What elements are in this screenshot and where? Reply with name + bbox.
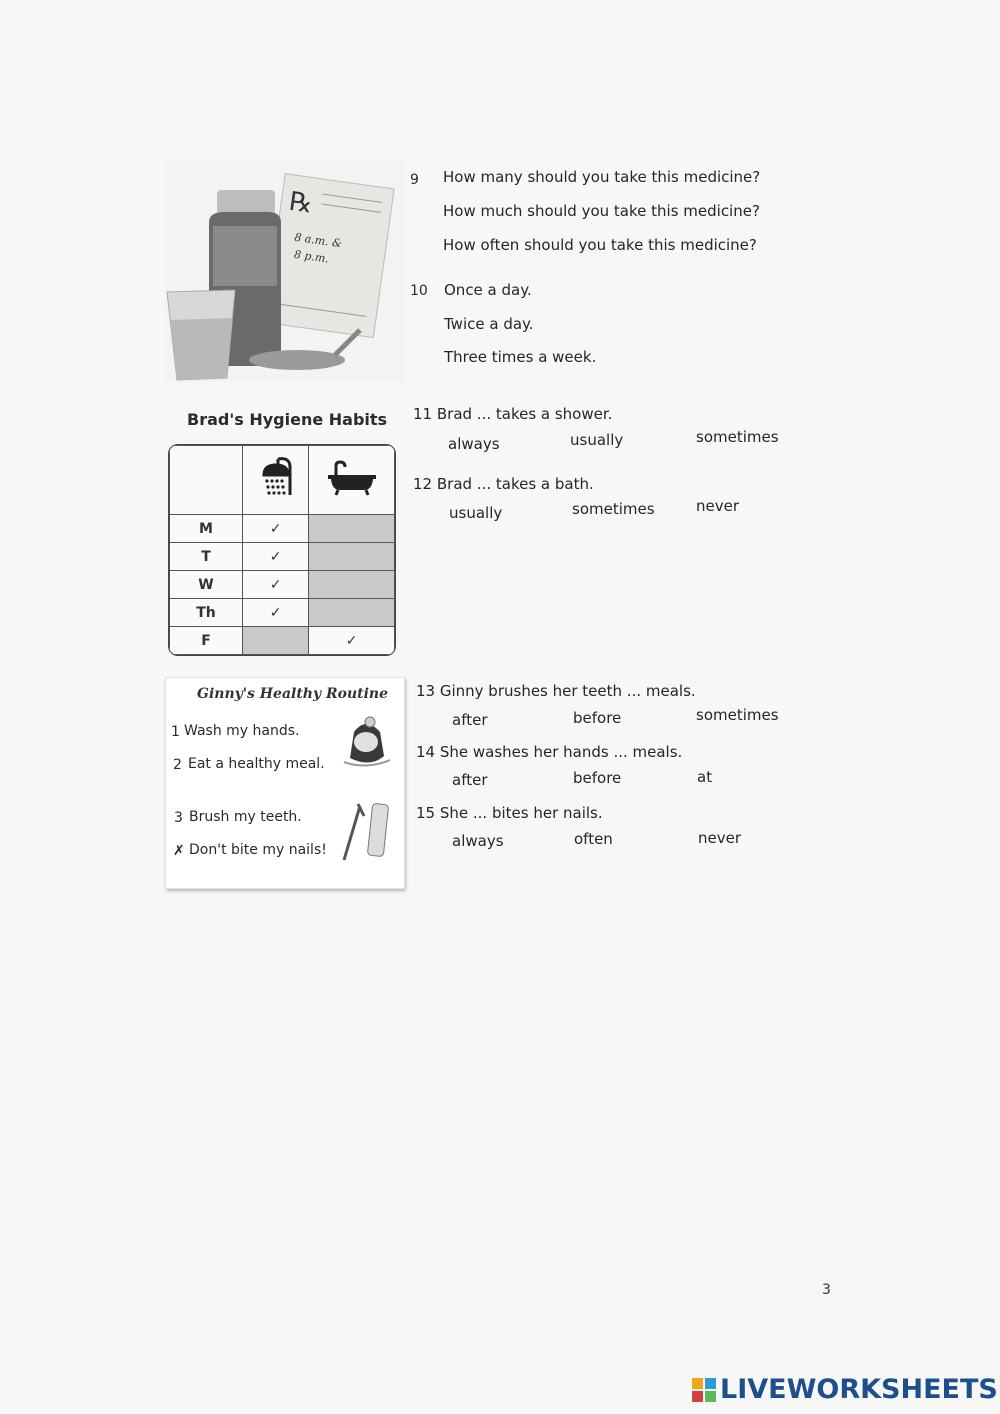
q15-option-3[interactable]: never: [698, 829, 742, 847]
ginny-item-mark: ✗: [173, 843, 185, 859]
q11-option-3[interactable]: sometimes: [696, 428, 779, 446]
table-row: [170, 515, 395, 543]
table-row: [170, 571, 395, 599]
rx-line-2: 8 p.m.: [293, 247, 330, 266]
q13-option-1[interactable]: after: [452, 711, 488, 729]
table-row: [170, 627, 395, 655]
shower-cell: [243, 627, 309, 655]
bath-cell: [309, 571, 395, 599]
bath-cell: ✓: [309, 627, 395, 655]
table-corner: [170, 446, 243, 515]
rx-line-1: 8 a.m. &: [293, 230, 343, 251]
shower-cell: ✓: [243, 543, 309, 571]
logo-icon: [692, 1378, 716, 1402]
q10-option-3: Three times a week.: [444, 348, 597, 366]
q12-option-3[interactable]: never: [696, 497, 740, 515]
q9-number: 9: [410, 172, 419, 188]
q13-option-2[interactable]: before: [573, 709, 622, 727]
q14-option-1[interactable]: after: [452, 771, 488, 789]
shower-cell: ✓: [243, 571, 309, 599]
bath-cell: [309, 599, 395, 627]
q15-option-1[interactable]: always: [452, 832, 504, 850]
page-number: 3: [822, 1282, 831, 1298]
shower-cell: ✓: [243, 515, 309, 543]
q10-option-2: Twice a day.: [444, 315, 534, 333]
bathtub-icon: [309, 446, 395, 515]
q12-option-2[interactable]: sometimes: [572, 500, 655, 518]
q11-option-2[interactable]: usually: [570, 431, 624, 449]
q11-option-1[interactable]: always: [448, 435, 500, 453]
medicine-illustration: [165, 160, 405, 382]
ginny-title: Ginny's Healthy Routine: [197, 686, 389, 702]
q9-option-3: How often should you take this medicine?: [443, 236, 757, 254]
ginny-item-text: Eat a healthy meal.: [188, 756, 325, 772]
ginny-item-mark: 1: [171, 724, 180, 740]
toothbrush-illustration: [340, 798, 392, 864]
q10-number: 10: [410, 283, 428, 299]
liveworksheets-logo: [692, 1374, 998, 1406]
logo-text: LIVEWORKSHEETS: [720, 1374, 998, 1405]
brad-title: Brad's Hygiene Habits: [187, 410, 388, 429]
q13-question: 13 Ginny brushes her teeth ... meals.: [416, 682, 696, 700]
day-cell: M: [170, 515, 243, 543]
q9-option-1: How many should you take this medicine?: [443, 168, 761, 186]
shower-icon: [243, 446, 309, 515]
ginny-item-text: Wash my hands.: [184, 723, 300, 739]
rx-symbol: ℞: [287, 186, 315, 220]
table-row: [170, 599, 395, 627]
day-cell: F: [170, 627, 243, 655]
q10-option-1: Once a day.: [444, 281, 532, 299]
brad-habits-table: [168, 444, 396, 656]
ginny-item-text: Don't bite my nails!: [189, 842, 327, 858]
shower-cell: ✓: [243, 599, 309, 627]
table-row: [170, 543, 395, 571]
q15-question: 15 She ... bites her nails.: [416, 804, 603, 822]
q12-option-1[interactable]: usually: [449, 504, 503, 522]
bath-cell: [309, 515, 395, 543]
day-cell: W: [170, 571, 243, 599]
bath-cell: [309, 543, 395, 571]
q9-option-2: How much should you take this medicine?: [443, 202, 760, 220]
ginny-item-mark: 3: [174, 810, 183, 826]
day-cell: T: [170, 543, 243, 571]
ginny-item-mark: 2: [173, 757, 182, 773]
q14-question: 14 She washes her hands ... meals.: [416, 743, 683, 761]
ginny-item-text: Brush my teeth.: [189, 809, 302, 825]
q11-question: 11 Brad ... takes a shower.: [413, 405, 613, 423]
q14-option-3[interactable]: at: [697, 768, 713, 786]
hand-washing-illustration: [340, 712, 392, 770]
q15-option-2[interactable]: often: [574, 830, 613, 848]
day-cell: Th: [170, 599, 243, 627]
q13-option-3[interactable]: sometimes: [696, 706, 779, 724]
q12-question: 12 Brad ... takes a bath.: [413, 475, 594, 493]
q14-option-2[interactable]: before: [573, 769, 622, 787]
